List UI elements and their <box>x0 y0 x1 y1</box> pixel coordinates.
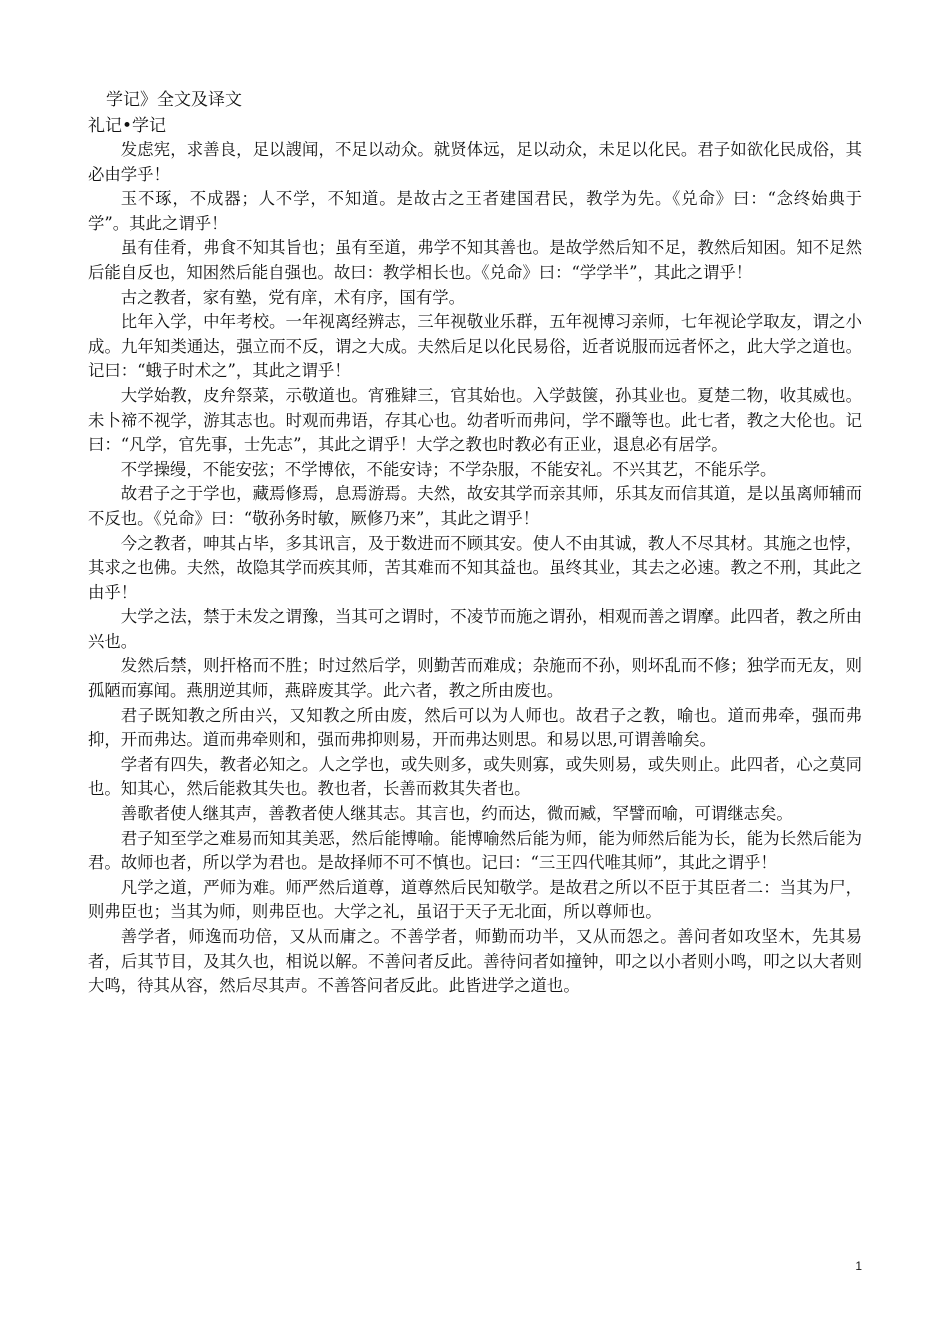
document-subtitle: 礼记•学记 <box>88 116 167 136</box>
paragraph: 凡学之道，严师为难。师严然后道尊，道尊然后民知敬学。是故君之所以不臣于其臣者二：当其为尸，则弗臣也；当其为师，则弗臣也。大学之礼，虽诏于天子无北面，所以尊师也。 <box>88 877 862 922</box>
paragraph: 善学者，师逸而功倍，又从而庸之。不善学者，师勤而功半，又从而怨之。善问者如攻坚木，先其易者，后其节目，及其久也，相说以解。不善问者反此。善待问者如撞钟，叩之以小者则小鸣，叩之以大者则大鸣，待其从容，然后尽其声。不善答问者反此。此皆进学之道也。 <box>88 927 862 996</box>
document-title: 学记》全文及译文 <box>106 90 242 110</box>
paragraph: 学者有四失，教者必知之。人之学也，或失则多，或失则寡，或失则易，或失则止。此四者，心之莫同也。知其心，然后能救其失也。教也者，长善而救其失者也。 <box>88 754 862 799</box>
paragraph: 虽有佳肴，弗食不知其旨也；虽有至道，弗学不知其善也。是故学然后知不足，教然后知困。知不足然后能自反也，知困然后能自强也。故曰：教学相长也。《兑命》曰：“学学半”，其此之谓乎！ <box>88 238 862 282</box>
paragraph: 比年入学，中年考校。一年视离经辨志，三年视敬业乐群，五年视博习亲师，七年视论学取友，谓之小成。九年知类通达，强立而不反，谓之大成。夫然后足以化民易俗，近者说服而远者怀之，此大学之道也。记曰：“蛾子时术之”，其此之谓乎！ <box>88 312 862 381</box>
paragraph: 大学始教，皮弁祭菜，示敬道也。宵雅肄三，官其始也。入学鼓箧，孙其业也。夏楚二物，收其威也。未卜禘不视学，游其志也。时观而弗语，存其心也。幼者听而弗问，学不躐等也。此七者，教之大伦也。记曰：“凡学，官先事，士先志”，其此之谓乎！大学之教也时教必有正业，退息必有居学。 <box>88 385 862 455</box>
page-number: 1 <box>855 1259 862 1273</box>
paragraph: 故君子之于学也，藏焉修焉，息焉游焉。夫然，故安其学而亲其师，乐其友而信其道，是以虽离师辅而不反也。《兑命》曰：“敬孙务时敏，厥修乃来”，其此之谓乎！ <box>88 484 862 528</box>
paragraph: 君子既知教之所由兴，又知教之所由废，然后可以为人师也。故君子之教，喻也。道而弗牵，强而弗抑，开而弗达。道而弗牵则和，强而弗抑则易，开而弗达则思。和易以思,可谓善喻矣。 <box>88 705 862 750</box>
paragraph: 玉不琢，不成器；人不学，不知道。是故古之王者建国君民，教学为先。《兑命》曰：“念终始典于学”。其此之谓乎！ <box>88 189 862 233</box>
paragraph: 发虑宪，求善良，足以謏闻，不足以动众。就贤体远，足以动众，未足以化民。君子如欲化民成俗，其必由学乎！ <box>88 140 862 184</box>
paragraph: 善歌者使人继其声，善教者使人继其志。其言也，约而达，微而臧，罕譬而喻，可谓继志矣。 <box>120 804 793 824</box>
paragraph: 不学操缦，不能安弦；不学博依，不能安诗；不学杂服，不能安礼。不兴其艺，不能乐学。 <box>120 459 777 479</box>
paragraph: 今之教者，呻其占毕，多其讯言，及于数进而不顾其安。使人不由其诚，教人不尽其材。其施之也悖，其求之也佛。夫然，故隐其学而疾其师，苦其难而不知其益也。虽终其业，其去之必速。教之不刑，其此之由乎！ <box>88 533 862 602</box>
paragraph: 发然后禁，则扞格而不胜；时过然后学，则勤苦而难成；杂施而不孙，则坏乱而不修；独学而无友，则孤陋而寡闻。燕朋逆其师，燕辟废其学。此六者，教之所由废也。 <box>88 656 862 701</box>
document-body <box>88 138 862 999</box>
paragraph: 君子知至学之难易而知其美恶，然后能博喻。能博喻然后能为师，能为师然后能为长，能为长然后能为君。故师也者，所以学为君也。是故择师不可不慎也。记曰：“三王四代唯其师”，其此之谓乎！ <box>88 828 862 873</box>
paragraph: 大学之法，禁于未发之谓豫，当其可之谓时，不凌节而施之谓孙，相观而善之谓摩。此四者，教之所由兴也。 <box>88 607 862 651</box>
paragraph: 古之教者，家有塾，党有庠，术有序，国有学。 <box>120 287 465 307</box>
